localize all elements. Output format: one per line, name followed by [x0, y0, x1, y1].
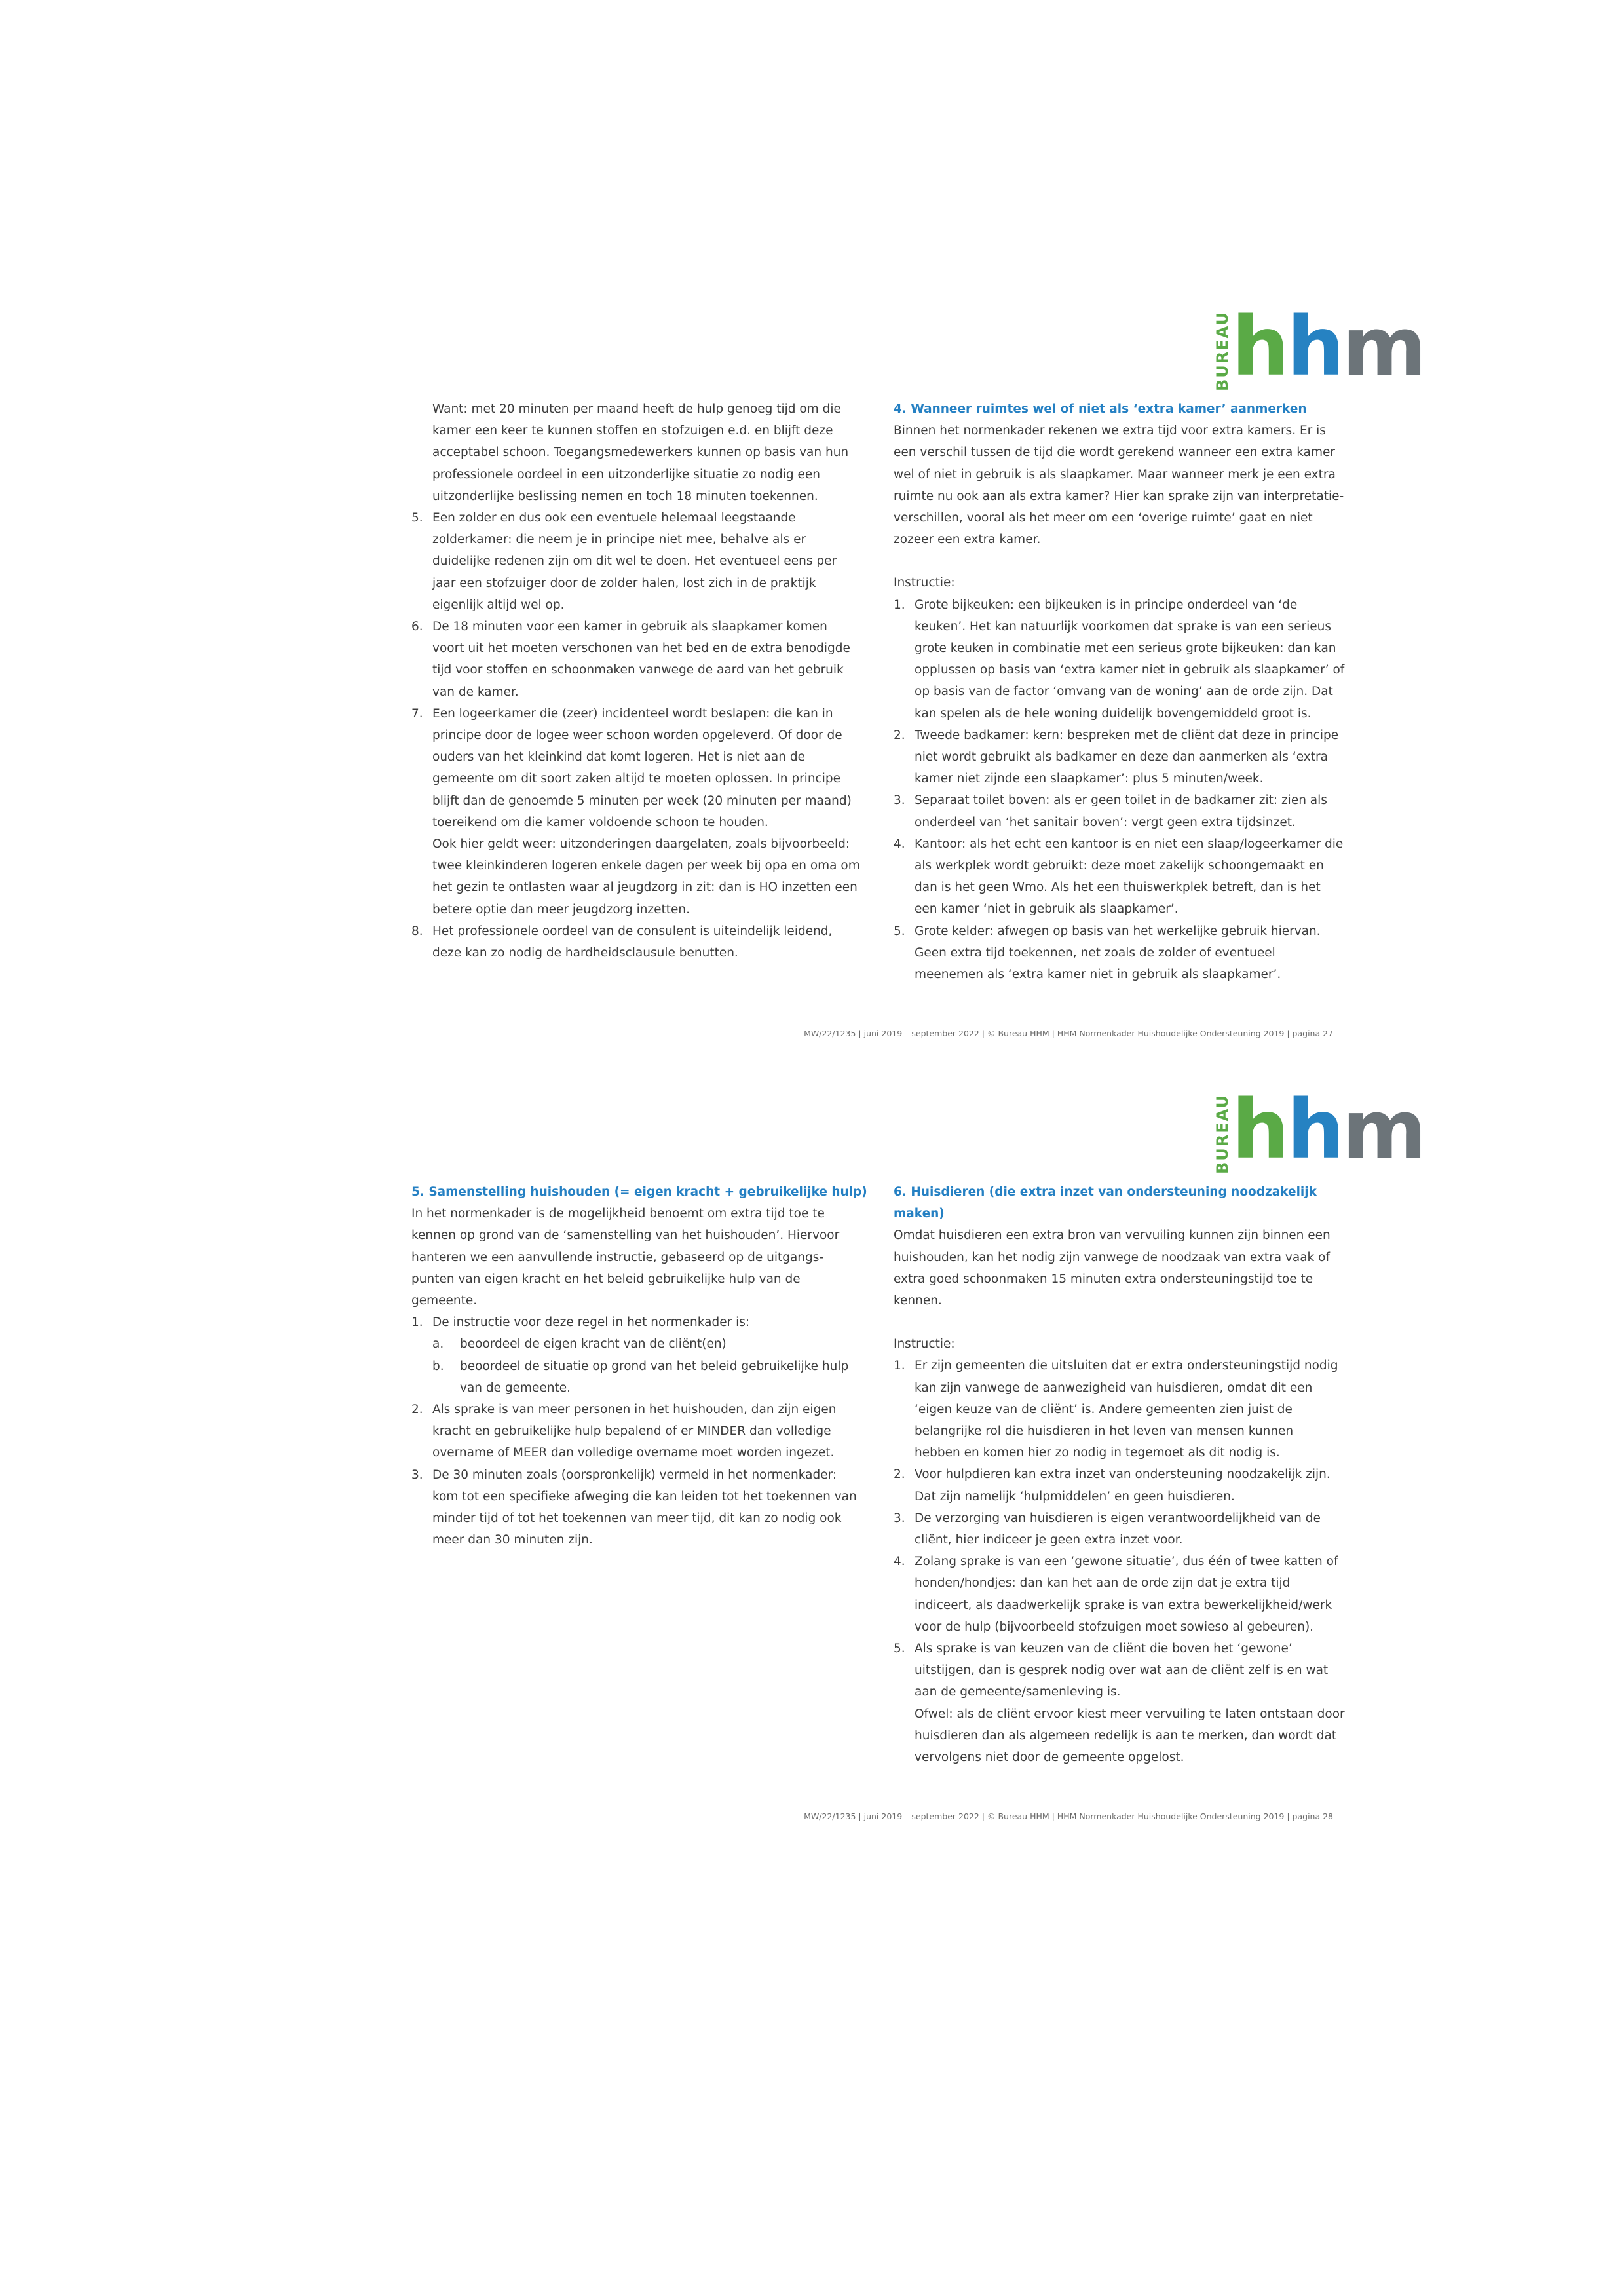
list-number: 4. [894, 837, 905, 851]
spacer [894, 550, 1352, 572]
list-item-list [411, 1312, 870, 1551]
list-item-text: Voor hulpdieren kan extra inzet van ondersteuning noodzakelijk zijn. [915, 1467, 1331, 1482]
list-item-text: zolderkamer: die neem je in principe niet mee, behalve als er [432, 533, 806, 547]
page-27 [0, 300, 1624, 1061]
list-item-text: Ook hier geldt weer: uitzonderingen daargelaten, zoals bijvoorbeeld: [432, 837, 850, 852]
list-number: 3. [894, 1511, 905, 1525]
list-item-text: meer dan 30 minuten zijn. [432, 1533, 593, 1547]
list-item-text: voor de hulp (bijvoorbeeld stofzuigen moet sowieso al gebeuren). [915, 1619, 1314, 1634]
intro-paragraph [894, 1224, 1352, 1312]
page-28 [0, 1083, 1624, 1844]
list-item-text: De 30 minuten zoals (oorspronkelijk) vermeld in het normenkader: [432, 1467, 837, 1482]
list-item-text: Tweede badkamer: kern: bespreken met de cliënt dat deze in principe [915, 728, 1339, 742]
paragraph-line: uitzonderlijke beslissing nemen en toch 18 minuten toekennen. [432, 489, 818, 503]
list-number: 1. [411, 1316, 423, 1330]
logo-bureau-text: BUREAU [1213, 311, 1232, 391]
list-item-text: huisdieren dan als algemeen redelijk is aan te merken, dan wordt dat [915, 1728, 1337, 1743]
list-item-text: toereikend om die kamer voldoende schoon te houden. [432, 815, 768, 829]
list-item-text: kan zijn vanwege de aanwezigheid van huisdieren, omdat dit een [915, 1380, 1313, 1395]
list-item-text: Als sprake is van keuzen van de cliënt die boven het ‘gewone’ [915, 1642, 1293, 1656]
list-item-text: kom tot een specifieke afweging die kan leiden tot het toekennen van [432, 1489, 857, 1504]
list-item-text: ‘eigen keuze van de cliënt’ is. Andere gemeenten zien juist de [915, 1402, 1293, 1416]
paragraph-line: Want: met 20 minuten per maand heeft de hulp genoeg tijd om die [432, 402, 841, 416]
page-footer: MW/22/1235 | juni 2019 – september 2022 | © Bureau HHM | HHM Normenkader Huishoudelijke Ondersteuning 2019 | pagina 28 [804, 1811, 1333, 1821]
list-item-text: Een logeerkamer die (zeer) incidenteel wordt beslapen: die kan in [432, 706, 833, 721]
instructie-label: Instructie: [894, 1337, 955, 1352]
paragraph-line: Binnen het normenkader rekenen we extra tijd voor extra kamers. Er is [894, 424, 1326, 438]
list-item-text: Zolang sprake is van een ‘gewone situatie’, dus één of twee katten of [915, 1555, 1338, 1569]
list-number: 6. [411, 620, 423, 634]
paragraph-line: zozeer een extra kamer. [894, 533, 1041, 547]
list-number: a. [432, 1337, 444, 1352]
paragraph-line: kennen. [894, 1294, 942, 1308]
list-item-text: honden/hondjes: dan kan het aan de orde zijn dat je extra tijd [915, 1576, 1291, 1591]
list-item [894, 920, 1352, 986]
list-item-text: niet wordt gebruikt als badkamer en deze dan aanmerken als ‘extra [915, 750, 1328, 765]
list-item-text: vervolgens niet door de gemeente opgelost. [915, 1751, 1184, 1765]
list-item-text: Er zijn gemeenten die uitsluiten dat er extra ondersteuningstijd nodig [915, 1359, 1338, 1373]
list-item-list [894, 594, 1352, 986]
list-item [411, 920, 870, 964]
list-item [411, 1312, 870, 1399]
bureau-hhm-logo: BUREAU hhm [1213, 300, 1424, 394]
list-item-text: opplussen op basis van ‘extra kamer niet in gebruik als slaapkamer’ of [915, 663, 1345, 677]
list-item-text: indiceert, als daadwerkelijk sprake is van extra bewerkelijkheid/werk [915, 1598, 1332, 1612]
list-number: 2. [894, 1467, 905, 1482]
list-item-text: grote keuken in combinatie met een serieus grote bijkeuken: dan kan [915, 641, 1336, 656]
paragraph-line: gemeente. [411, 1294, 478, 1308]
list-number: 2. [411, 1403, 423, 1417]
paragraph-line: In het normenkader is de mogelijkheid benoemt om extra tijd toe te [411, 1207, 825, 1221]
list-number: 1. [894, 1359, 905, 1373]
list-number: 1. [894, 597, 905, 612]
list-item-text: betere optie dan meer jeugdzorg inzetten. [432, 902, 690, 917]
list-item [894, 1464, 1352, 1507]
list-item-text: cliënt, hier indiceer je geen extra inzet voor. [915, 1533, 1183, 1547]
list-number: 4. [894, 1555, 905, 1569]
left-column [411, 1181, 870, 1551]
list-item-text: dan is het geen Wmo. Als het een thuiswerkplek betreft, dan is het [915, 880, 1321, 895]
list-item [411, 703, 870, 920]
sub-item-list [432, 1333, 870, 1399]
list-item-text: hebben en komen hier zo nodig in tegemoet als dit nodig is. [915, 1446, 1280, 1460]
list-item-text: tijd voor stoffen en schoonmaken vanwege de aard van het gebruik [432, 663, 844, 677]
list-item [894, 1355, 1352, 1464]
list-item-text: De 18 minuten voor een kamer in gebruik als slaapkamer komen [432, 620, 827, 634]
list-number: 5. [894, 924, 905, 938]
paragraph-line: verschillen, vooral als het meer om een ‘overige ruimte’ gaat en niet [894, 511, 1313, 525]
paragraph-line: punten van eigen kracht en het beleid gebruikelijke hulp van de [411, 1272, 801, 1286]
section-heading: maken) [894, 1207, 945, 1221]
list-item-text: Als sprake is van meer personen in het huishouden, dan zijn eigen [432, 1403, 837, 1417]
paragraph-line: kennen op grond van de ‘samenstelling van het huishouden’. Hiervoor [411, 1228, 840, 1243]
list-item-text: Grote kelder: afwegen op basis van het werkelijke gebruik hiervan. [915, 924, 1321, 938]
paragraph-line: professionele oordeel in een uitzonderlijke situatie zo nodig een [432, 467, 820, 482]
list-item-text: het gezin te ontlasten waar al jeugdzorg in zit: dan is HO inzetten een [432, 880, 858, 895]
list-item-text: Dat zijn namelijk ‘hulpmiddelen’ en geen huisdieren. [915, 1489, 1235, 1504]
list-item-text: De verzorging van huisdieren is eigen verantwoordelijkheid van de [915, 1511, 1321, 1525]
paragraph-line: Omdat huisdieren een extra bron van vervuiling kunnen zijn binnen een [894, 1228, 1331, 1243]
list-item-text: van de gemeente. [460, 1380, 571, 1395]
section-heading: 5. Samenstelling huishouden (= eigen kracht + gebruikelijke hulp) [411, 1185, 867, 1199]
list-item-text: Geen extra tijd toekennen, net zoals de zolder of eventueel [915, 945, 1275, 960]
list-item [894, 725, 1352, 790]
list-number: 5. [411, 511, 423, 525]
list-item-text: duidelijke redenen zijn om dit wel te doen. Het eventueel eens per [432, 554, 837, 569]
list-item [894, 1638, 1352, 1768]
list-item-text: principe door de logee weer schoon worden opgeleverd. Of door de [432, 729, 842, 743]
list-item-text: Ofwel: als de cliënt ervoor kiest meer vervuiling te laten ontstaan door [915, 1707, 1345, 1721]
list-item [894, 1551, 1352, 1638]
paragraph-line: huishouden, kan het nodig zijn vanwege de noodzaak van extra vaak of [894, 1250, 1330, 1264]
list-item-text: ouders van het kleinkind dat komt logeren. Het is niet aan de [432, 750, 805, 765]
list-item-text: van de kamer. [432, 685, 519, 699]
list-item-text: twee kleinkinderen logeren enkele dagen per week bij opa en oma om [432, 859, 860, 873]
paragraph-line: acceptabel schoon. Toegangsmedewerkers kunnen op basis van hun [432, 445, 849, 460]
list-item-text: als werkplek wordt gebruikt: deze moet zakelijk schoongemaakt en [915, 859, 1324, 873]
paragraph-line: een verschil tussen de tijd die wordt gerekend wanneer een extra kamer [894, 445, 1336, 460]
instructie-label: Instructie: [894, 576, 955, 590]
page-footer: MW/22/1235 | juni 2019 – september 2022 | © Bureau HHM | HHM Normenkader Huishoudelijke Ondersteuning 2019 | pagina 27 [804, 1029, 1333, 1038]
list-item-text: Kantoor: als het echt een kantoor is en niet een slaap/logeerkamer die [915, 837, 1344, 851]
paragraph-line: ruimte nu ook aan als extra kamer? Hier kan sprake zijn van interpretatie- [894, 489, 1344, 503]
list-item-text: blijft dan de genoemde 5 minuten per week (20 minuten per maand) [432, 793, 852, 808]
list-item-list [411, 507, 870, 964]
list-item [411, 616, 870, 703]
list-number: 3. [894, 793, 905, 808]
list-item-text: Het professionele oordeel van de consulent is uiteindelijk leidend, [432, 924, 833, 938]
list-item-text: aan de gemeente/samenleving is. [915, 1685, 1121, 1699]
list-item [411, 1464, 870, 1551]
list-item-text: eigenlijk altijd wel op. [432, 597, 565, 612]
list-item-text: op basis van de factor ‘omvang van de woning’ aan de orde zijn. Dat [915, 685, 1333, 699]
paragraph-line: hanteren we een aanvullende instructie, gebaseerd op de uitgangs- [411, 1250, 824, 1264]
list-item-text: Grote bijkeuken: een bijkeuken is in principe onderdeel van ‘de [915, 597, 1298, 612]
list-item-text: jaar een stofzuiger door de zolder halen, lost zich in de praktijk [432, 576, 816, 590]
list-number: 3. [411, 1467, 423, 1482]
list-item-text: kracht en gebruikelijke hulp bepalend of er MINDER dan volledige [432, 1424, 831, 1439]
list-item-text: beoordeel de situatie op grond van het beleid gebruikelijke hulp [460, 1359, 849, 1373]
list-item-text: Separaat toilet boven: als er geen toilet in de badkamer zit: zien als [915, 793, 1327, 808]
list-item [894, 594, 1352, 725]
list-item-text: onderdeel van ‘het sanitair boven’: vergt geen extra tijdsinzet. [915, 815, 1296, 829]
spacer [894, 1312, 1352, 1333]
list-item [411, 1399, 870, 1464]
list-number: 2. [894, 728, 905, 742]
paragraph-line: kamer een keer te kunnen stoffen en stofzuigen e.d. en blijft deze [432, 424, 833, 438]
right-column [894, 1181, 1352, 1768]
list-item-text: beoordeel de eigen kracht van de cliënt(en) [460, 1337, 727, 1352]
list-item-text: voort uit het moeten verschonen van het bed en de extra benodigde [432, 641, 850, 656]
left-column [411, 398, 870, 964]
list-item [894, 1507, 1352, 1551]
list-item-text: belangrijke rol die huisdieren in het leven van mensen kunnen [915, 1424, 1294, 1439]
intro-paragraph [411, 1203, 870, 1312]
list-item-list [894, 1355, 1352, 1768]
paragraph-line: extra goed schoonmaken 15 minuten extra ondersteuningstijd toe te [894, 1272, 1313, 1286]
sub-item [432, 1355, 870, 1399]
bureau-hhm-logo: BUREAU hhm [1213, 1083, 1424, 1177]
list-item [411, 507, 870, 616]
right-column [894, 398, 1352, 985]
list-item-text: De instructie voor deze regel in het normenkader is: [432, 1316, 750, 1330]
section-heading: 6. Huisdieren (die extra inzet van ondersteuning noodzakelijk [894, 1185, 1317, 1199]
list-item-text: kamer niet zijnde een slaapkamer’: plus 5 minuten/week. [915, 772, 1264, 786]
list-item [894, 789, 1352, 833]
list-item-text: gemeente om dit soort zaken altijd te moeten oplossen. In principe [432, 772, 840, 786]
sub-item [432, 1333, 870, 1355]
intro-paragraph [411, 398, 870, 507]
list-number: 8. [411, 924, 423, 938]
list-item-text: keuken’. Het kan natuurlijk voorkomen dat sprake is van een serieus [915, 619, 1331, 634]
list-number: 7. [411, 706, 423, 721]
list-number: b. [432, 1359, 444, 1373]
section-heading: 4. Wanneer ruimtes wel of niet als ‘extra kamer’ aanmerken [894, 402, 1307, 416]
list-item-text: minder tijd of tot het toekennen van meer tijd, dit kan zo nodig ook [432, 1511, 842, 1526]
paragraph-line: wel of niet in gebruik is als slaapkamer. Maar wanneer merk je een extra [894, 467, 1336, 482]
list-item-text: Een zolder en dus ook een eventuele helemaal leegstaande [432, 511, 796, 525]
list-item-text: kan spelen als de hele woning duidelijk bovengemiddeld groot is. [915, 706, 1312, 721]
list-item-text: een kamer ‘niet in gebruik als slaapkamer’. [915, 902, 1179, 917]
list-item-text: uitstijgen, dan is gesprek nodig over wat aan de cliënt zelf is en wat [915, 1663, 1329, 1678]
list-item-text: overname of MEER dan volledige overname moet worden ingezet. [432, 1446, 835, 1460]
intro-paragraph [894, 420, 1352, 550]
list-item-text: meenemen als ‘extra kamer niet in gebruik als slaapkamer’. [915, 968, 1281, 982]
list-item-text: deze kan zo nodig de hardheidsclausule benutten. [432, 946, 738, 960]
list-item [894, 833, 1352, 920]
logo-bureau-text: BUREAU [1213, 1094, 1232, 1174]
list-number: 5. [894, 1642, 905, 1656]
